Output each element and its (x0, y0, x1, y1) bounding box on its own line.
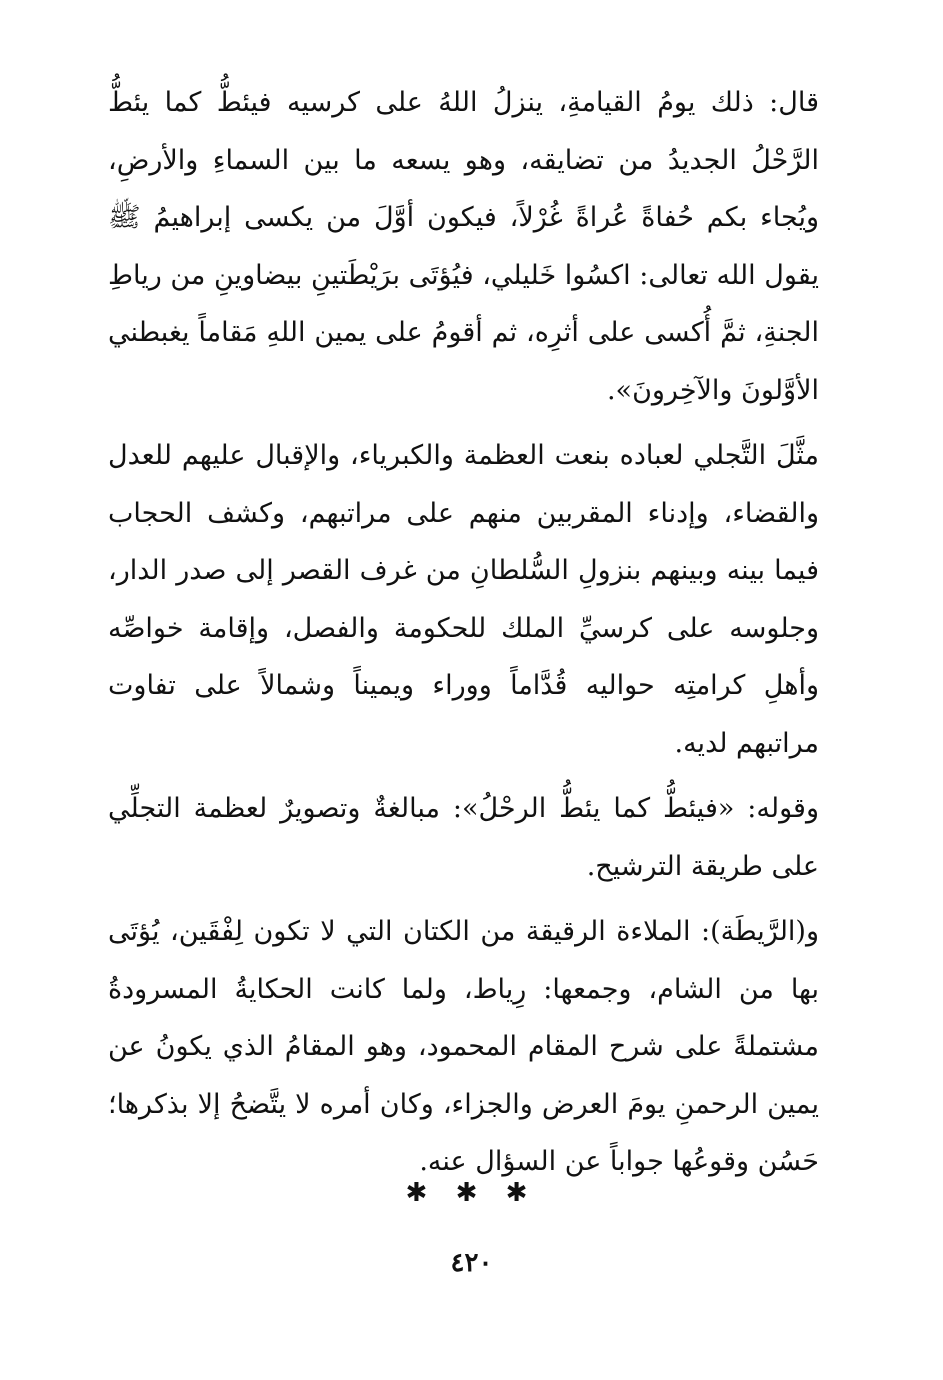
paragraph-raita-definition: و(الرَّيطَة): الملاءة الرقيقة من الكتان التي لا تكون لِفْقَين، يُؤتَى بها من الشام، وجمعها: رِياط، ولما كانت الحكايةُ المسرودةُ مشتملةً على شرح المقام المحمود، وهو المقامُ الذي يكونُ عن يمين الرحمنِ يومَ العرض والجزاء، وكان أمره لا يتَّضحُ إلا بذكرها؛ حَسُن وقوعُها جواباً عن السؤال عنه. (108, 916, 819, 1177)
paragraph-hadith: قال: ذلك يومُ القيامةِ، ينزلُ اللهُ على كرسيه فيئطُّ كما يئطُّ الرَّحْلُ الجديدُ من تضايقه، وهو يسعه ما بين السماءِ والأرضِ، ويُجاء بكم حُفاةً عُراةً غُرْلاً، فيكون أوَّلَ من يكسى إبراهيمُ ﷺ يقول الله تعالى: اكسُوا خَليلي، فيُؤتَى برَيْطَتينِ بيضاوينِ من رياطِ الجنةِ، ثمَّ أُكسى على أثرِه، ثم أقومُ على يمين اللهِ مَقاماً يغبطني الأوَّلونَ والآخِرونَ». (108, 87, 819, 406)
paragraph-quote-commentary: وقوله: «فيئطُّ كما يئطُّ الرحْلُ»: مبالغةٌ وتصويرٌ لعظمة التجلِّي على طريقة الترشيح. (108, 793, 819, 882)
page-body (108, 74, 819, 1191)
section-separator: ✱ ✱ ✱ (405, 1178, 538, 1208)
paragraph-explanation: مثَّلَ التَّجلي لعباده بنعت العظمة والكبرياء، والإقبال عليهم للعدل والقضاء، وإدناء المقربين منهم على مراتبهم، وكشف الحجاب فيما بينه وبينهم بنزولِ السُّلطانِ من غرف القصر إلى صدر الدار، وجلوسه على كرسيِّ الملك للحكومة والفصل، وإقامة خواصِّه وأهلِ كرامتِه حواليه قُدَّاماً ووراء ويميناً وشمالاً على تفاوت مراتبهم لديه. (108, 440, 819, 759)
page-number: ٤٢٠ (450, 1248, 493, 1278)
